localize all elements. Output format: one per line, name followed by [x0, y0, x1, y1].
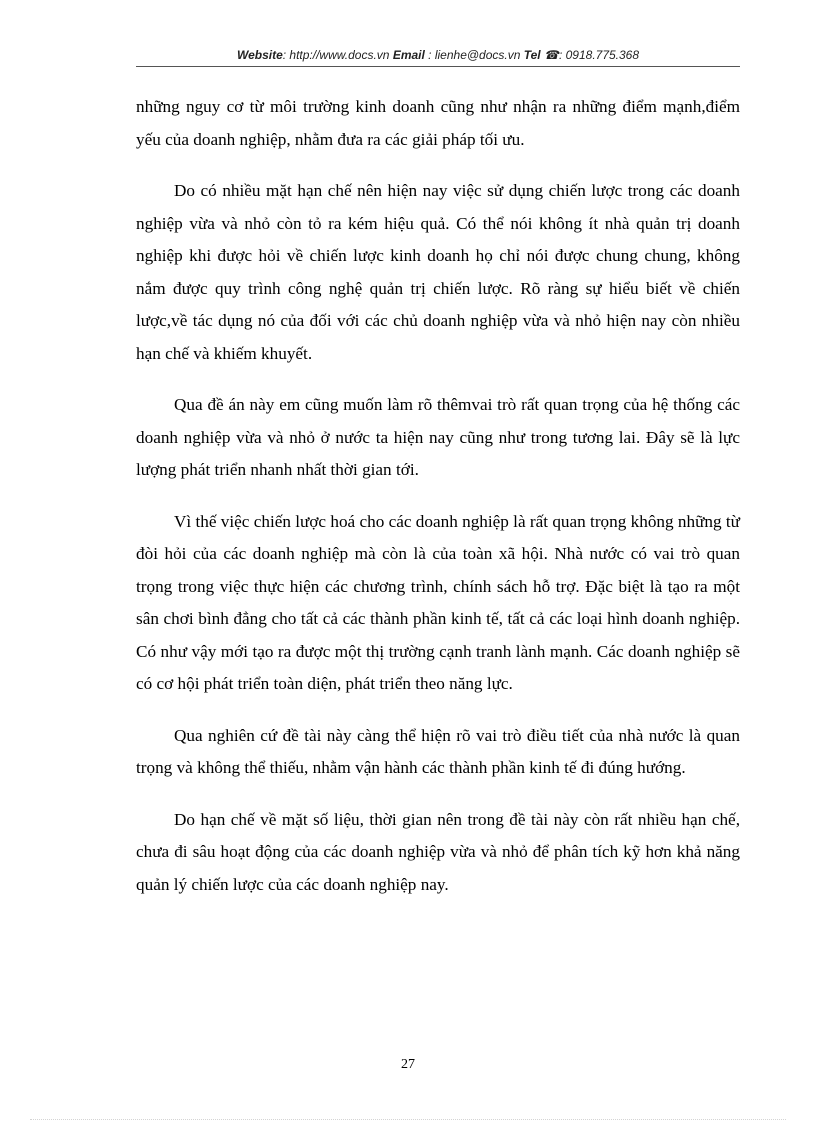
tel-label: Tel [523, 48, 541, 62]
phone-icon: ☎ [544, 48, 559, 62]
paragraph: Qua đề án này em cũng muốn làm rõ thêmvai trò rất quan trọng của hệ thống các doanh nghiệp vừa và nhỏ ở nước ta hiện nay cũng như trong tương lai. Đây sẽ là lực lượng phát triển nhanh nhất thời gian tới. [136, 395, 740, 479]
website-value: : http://www.docs.vn [282, 48, 390, 62]
paragraph: Do hạn chế về mặt số liệu, thời gian nên trong đề tài này còn rất nhiều hạn chế, chưa đi sâu hoạt động của các doanh nghiệp vừa và nhỏ để phân tích kỹ hơn khả năng quản lý chiến lược của các doanh nghiệp nay. [136, 809, 740, 894]
tel-value: : 0918.775.368 [558, 48, 640, 62]
document-body [136, 91, 740, 920]
email-label: Email [392, 48, 425, 62]
page-header [136, 47, 740, 63]
paragraph: Vì thế việc chiến lược hoá cho các doanh nghiệp là rất quan trọng không những từ đòi hỏi của các doanh nghiệp mà còn là của toàn xã hội. Nhà nước có vai trò quan trọng trong việc thực hiện các chương trình, chính sách hỗ trợ. Đặc biệt là tạo ra một sân chơi bình đẳng cho tất cả các thành phần kinh tế, tất cả các loại hình doanh nghiệp. Có như vậy mới tạo ra được một thị trường cạnh tranh lành mạnh. Các doanh nghiệp sẽ có cơ hội phát triển toàn diện, phát triển theo năng lực. [136, 511, 740, 693]
website-label: Website [236, 48, 283, 62]
footer-divider [30, 1119, 786, 1120]
header-divider [136, 66, 740, 67]
paragraph: Qua nghiên cứ đề tài này càng thể hiện rõ vai trò điều tiết của nhà nước là quan trọng và không thể thiếu, nhằm vận hành các thành phần kinh tế đi đúng hướng. [136, 725, 740, 777]
page-number: 27 [401, 1057, 415, 1072]
paragraph: những nguy cơ từ môi trường kinh doanh cũng như nhận ra những điểm mạnh,điểm yếu của doanh nghiệp, nhằm đưa ra các giải pháp tối ưu. [136, 97, 740, 149]
email-value: : lienhe@docs.vn [428, 48, 521, 62]
paragraph: Do có nhiều mặt hạn chế nên hiện nay việc sử dụng chiến lược trong các doanh nghiệp vừa và nhỏ còn tỏ ra kém hiệu quả. Có thể nói không ít nhà quản trị doanh nghiệp khi được hỏi về chiến lược kinh doanh họ chỉ nói được chung chung, không nắm được quy trình công nghệ quản trị chiến lược. Rõ ràng sự hiểu biết về chiến lược,về tác dụng nó của đối với các chủ doanh nghiệp vừa và nhỏ hiện nay còn nhiều hạn chế và khiếm khuyết. [136, 181, 740, 363]
